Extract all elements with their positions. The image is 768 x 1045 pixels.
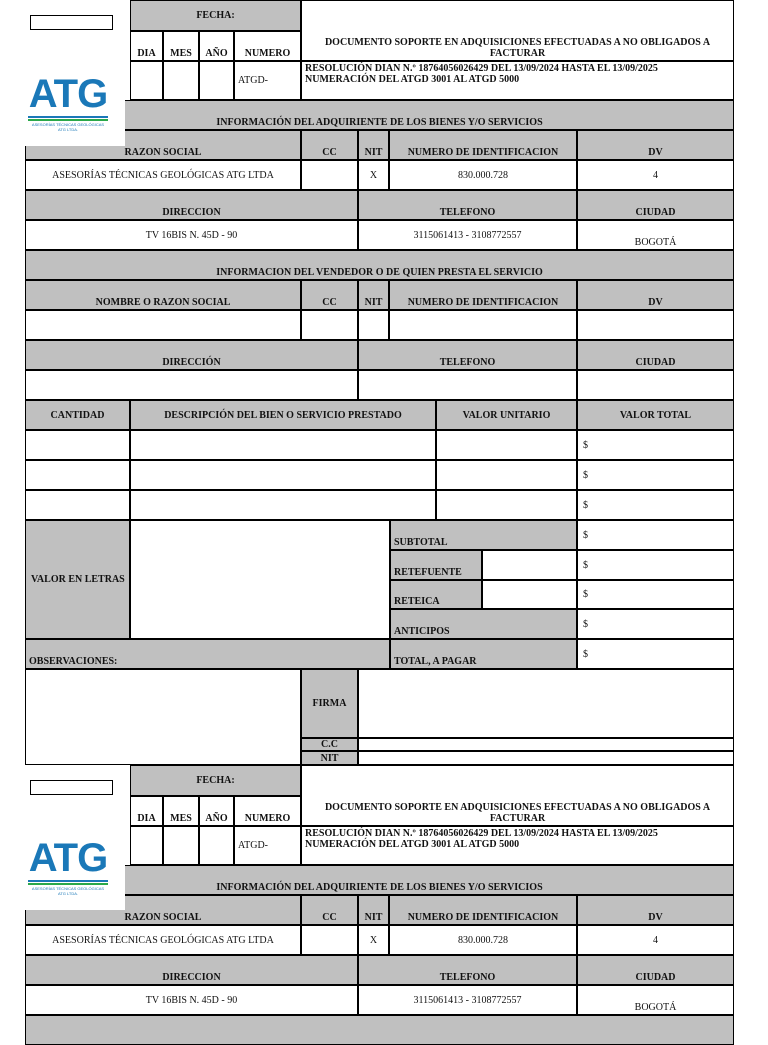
copy2-mes-value[interactable]	[163, 826, 199, 865]
valor-unitario-header-text: VALOR UNITARIO	[462, 409, 551, 421]
item-valor-total-1[interactable]	[577, 430, 734, 460]
item-descripcion-input-2[interactable]	[130, 460, 436, 490]
resolucion-box	[301, 61, 734, 100]
telefono-label-text: TELEFONO	[439, 207, 496, 218]
mes-value[interactable]	[163, 61, 199, 100]
dia-header-text: DIA	[137, 48, 156, 59]
vendedor-telefono-input[interactable]	[358, 370, 577, 400]
copy2-num-id-value-text: 830.000.728	[458, 934, 508, 946]
adquiriente-title-text: INFORMACIÓN DEL ADQUIRIENTE DE LOS BIENES Y/O SERVICIOS	[216, 117, 543, 128]
total-value-3[interactable]	[577, 580, 734, 609]
vendedor-ciudad-label-text: CIUDAD	[635, 357, 676, 368]
razon-social-value	[25, 160, 301, 190]
anio-value[interactable]	[199, 61, 234, 100]
numero-value[interactable]	[234, 61, 301, 100]
subtotal-label	[390, 520, 577, 550]
total-pagar-label	[390, 639, 577, 669]
vendedor-dv-label-text: DV	[648, 297, 663, 308]
logo-tagline-2: ATG LTDA.	[57, 891, 79, 896]
firma-nit-label-text: NIT	[320, 752, 339, 764]
vendedor-dv-input[interactable]	[577, 310, 734, 340]
copy2-direccion-value-text: TV 16BIS N. 45D - 90	[145, 994, 238, 1006]
vendedor-dv-label	[577, 280, 734, 310]
valor-letras-label-text: VALOR EN LETRAS	[31, 574, 125, 585]
observaciones-input[interactable]	[25, 669, 301, 765]
item-valor-total-2-text: $	[583, 469, 588, 481]
ciudad-label-text: CIUDAD	[635, 207, 676, 218]
total-value-5-text: $	[583, 648, 588, 660]
logo-line-blue	[28, 116, 108, 118]
subtotal-label-text: SUBTOTAL	[394, 537, 448, 548]
telefono-value	[358, 220, 577, 250]
cc-label-text: CC	[322, 147, 337, 158]
copy2-cc-label-text: CC	[322, 912, 337, 923]
copy2-anio-value[interactable]	[199, 826, 234, 865]
firma-label	[301, 669, 358, 738]
copy2-adquiriente-title	[25, 865, 734, 895]
firma-label-text: FIRMA	[312, 698, 347, 709]
item-descripcion-input-1[interactable]	[130, 430, 436, 460]
nit-label-text: NIT	[364, 147, 383, 158]
valor-unitario-header	[436, 400, 577, 430]
fecha-label-text: FECHA:	[196, 10, 235, 21]
descripcion-header	[130, 400, 436, 430]
cantidad-header	[25, 400, 130, 430]
cc-label	[301, 130, 358, 160]
fecha-input-box[interactable]	[30, 15, 113, 30]
retefuente-label	[390, 550, 482, 580]
copy2-num-id-value	[389, 925, 577, 955]
copy2-dia-header-text: DIA	[137, 813, 156, 824]
copy2-nit-value-text: X	[369, 934, 378, 946]
copy2-ciudad-label-text: CIUDAD	[635, 972, 676, 983]
observaciones-label	[25, 639, 390, 669]
copy2-ciudad-value	[577, 985, 734, 1015]
vendedor-ciudad-input[interactable]	[577, 370, 734, 400]
dv-label-text: DV	[648, 147, 663, 158]
item-valor-unitario-input-1[interactable]	[436, 430, 577, 460]
fecha-label	[130, 0, 301, 31]
vendedor-title	[25, 250, 734, 280]
copy2-dv-value-text: 4	[653, 934, 658, 946]
firma-signature-area[interactable]	[358, 669, 734, 738]
vendedor-cc-input[interactable]	[301, 310, 358, 340]
vendedor-nombre-label-text: NOMBRE O RAZON SOCIAL	[95, 297, 231, 308]
nit-label	[358, 130, 389, 160]
vendedor-num-id-input[interactable]	[389, 310, 577, 340]
anticipos-label-text: ANTICIPOS	[394, 626, 450, 637]
total-value-3-text: $	[583, 589, 588, 600]
total-value-4[interactable]	[577, 609, 734, 639]
document-title	[301, 0, 734, 61]
total-value-2[interactable]	[577, 550, 734, 580]
copy2-telefono-label-text: TELEFONO	[439, 972, 496, 983]
copy2-document-title-text: DOCUMENTO SOPORTE EN ADQUISICIONES EFECTUADAS A NO OBLIGADOS A FACTURAR	[324, 802, 711, 824]
anio-header-text: AÑO	[205, 48, 228, 59]
copy2-razon-social-value	[25, 925, 301, 955]
ciudad-value-text: BOGOTÁ	[634, 237, 677, 248]
descripcion-header-text: DESCRIPCIÓN DEL BIEN O SERVICIO PRESTADO	[164, 409, 402, 421]
dv-label	[577, 130, 734, 160]
copy2-fecha-input-box[interactable]	[30, 780, 113, 795]
valor-total-header	[577, 400, 734, 430]
firma-nit-input[interactable]	[358, 751, 734, 765]
firma-nit-label	[301, 751, 358, 765]
cantidad-header-text: CANTIDAD	[50, 409, 105, 421]
vendedor-num-id-label-text: NUMERO DE IDENTIFICACION	[407, 297, 559, 308]
valor-letras-input[interactable]	[130, 520, 390, 639]
copy2-numero-value[interactable]	[234, 826, 301, 865]
copy2-nit-label	[358, 895, 389, 925]
item-valor-unitario-input-3[interactable]	[436, 490, 577, 520]
logo-wordmark: ATG	[28, 72, 108, 116]
copy2-direccion-value	[25, 985, 358, 1015]
copy2-ciudad-value-text: BOGOTÁ	[634, 1002, 677, 1013]
copy2-adquiriente-title-text: INFORMACIÓN DEL ADQUIRIENTE DE LOS BIENES Y/O SERVICIOS	[216, 882, 543, 893]
atg-logo	[25, 60, 125, 146]
dia-value[interactable]	[130, 61, 163, 100]
vendedor-cc-label-text: CC	[322, 297, 337, 308]
vendedor-num-id-label	[389, 280, 577, 310]
copy2-dv-value	[577, 925, 734, 955]
ciudad-value	[577, 220, 734, 250]
copy2-razon-social-value-text: ASESORÍAS TÉCNICAS GEOLÓGICAS ATG LTDA	[52, 934, 274, 946]
vendedor-nit-label-text: NIT	[364, 297, 383, 308]
copy2-dv-label	[577, 895, 734, 925]
dv-value	[577, 160, 734, 190]
resolucion-text: RESOLUCIÓN DIAN N.º 18764056026429 DEL 13/09/2024 HASTA EL 13/09/2025	[305, 63, 658, 74]
copy2-resolucion-box	[301, 826, 734, 865]
copy2-num-id-label-text: NUMERO DE IDENTIFICACION	[407, 912, 559, 923]
vendedor-telefono-label-text: TELEFONO	[439, 357, 496, 368]
copy2-dv-label-text: DV	[648, 912, 663, 923]
numero-header-text: NUMERO	[244, 48, 291, 59]
copy2-vendedor-title-partial	[25, 1015, 734, 1045]
copy2-nit-label-text: NIT	[364, 912, 383, 923]
copy2-numero-header-text: NUMERO	[244, 813, 291, 824]
total-value-4-text: $	[583, 618, 588, 630]
vendedor-nit-input[interactable]	[358, 310, 389, 340]
numero-header	[234, 31, 301, 61]
telefono-value-text: 3115061413 - 3108772557	[413, 229, 522, 241]
item-valor-total-3[interactable]	[577, 490, 734, 520]
direccion-value	[25, 220, 358, 250]
vendedor-direccion-input[interactable]	[25, 370, 358, 400]
reteica-label-text: RETEICA	[394, 596, 440, 607]
observaciones-label-text: OBSERVACIONES:	[29, 656, 118, 667]
anticipos-label	[390, 609, 577, 639]
logo-tagline-2: ATG LTDA.	[57, 127, 79, 132]
reteica-label	[390, 580, 482, 609]
vendedor-telefono-label	[358, 340, 577, 370]
direccion-label	[25, 190, 358, 220]
numeracion-text: NUMERACIÓN DEL ATGD 3001 AL ATGD 5000	[305, 839, 520, 850]
num-id-label-text: NUMERO DE IDENTIFICACION	[407, 147, 559, 158]
resolucion-text: RESOLUCIÓN DIAN N.º 18764056026429 DEL 13/09/2024 HASTA EL 13/09/2025	[305, 828, 658, 839]
item-cantidad-input-2[interactable]	[25, 460, 130, 490]
logo-line-blue	[28, 880, 108, 882]
dv-value-text: 4	[653, 169, 658, 181]
copy2-mes-header	[163, 796, 199, 826]
item-cantidad-input-1[interactable]	[25, 430, 130, 460]
item-valor-unitario-input-2[interactable]	[436, 460, 577, 490]
nit-value-text: X	[369, 169, 378, 181]
copy2-anio-header	[199, 796, 234, 826]
retefuente-input[interactable]	[482, 550, 577, 580]
telefono-label	[358, 190, 577, 220]
vendedor-nombre-label	[25, 280, 301, 310]
copy2-anio-header-text: AÑO	[205, 813, 228, 824]
vendedor-nombre-input[interactable]	[25, 310, 301, 340]
valor-letras-label	[25, 520, 130, 639]
copy2-ciudad-label	[577, 955, 734, 985]
logo-tagline: ASESORÍAS TÉCNICAS GEOLÓGICAS	[31, 122, 105, 127]
copy2-fecha-label	[130, 765, 301, 796]
total-value-5[interactable]	[577, 639, 734, 669]
vendedor-direccion-label	[25, 340, 358, 370]
total-pagar-label-text: TOTAL, A PAGAR	[394, 656, 477, 667]
vendedor-direccion-label-text: DIRECCIÓN	[162, 357, 221, 368]
logo-tagline: ASESORÍAS TÉCNICAS GEOLÓGICAS	[31, 886, 105, 891]
vendedor-title-text: INFORMACION DEL VENDEDOR O DE QUIEN PRESTA EL SERVICIO	[216, 267, 543, 278]
copy2-razon-social-label-text: RAZON SOCIAL	[124, 912, 202, 923]
copy2-numero-header	[234, 796, 301, 826]
ciudad-label	[577, 190, 734, 220]
copy2-num-id-label	[389, 895, 577, 925]
copy2-fecha-label-text: FECHA:	[196, 775, 235, 786]
vendedor-nit-label	[358, 280, 389, 310]
adquiriente-title	[25, 100, 734, 130]
copy2-telefono-value	[358, 985, 577, 1015]
document-title-text: DOCUMENTO SOPORTE EN ADQUISICIONES EFECTUADAS A NO OBLIGADOS A FACTURAR	[324, 37, 711, 59]
vendedor-ciudad-label	[577, 340, 734, 370]
firma-cc-label-text: C.C	[321, 739, 338, 750]
copy2-telefono-value-text: 3115061413 - 3108772557	[413, 994, 522, 1006]
razon-social-value-text: ASESORÍAS TÉCNICAS GEOLÓGICAS ATG LTDA	[52, 169, 274, 181]
copy2-cc-label	[301, 895, 358, 925]
firma-cc-input[interactable]	[358, 738, 734, 751]
item-valor-total-3-text: $	[583, 499, 588, 511]
copy2-dia-value[interactable]	[130, 826, 163, 865]
logo-line-green	[28, 883, 108, 885]
num-id-value	[389, 160, 577, 190]
mes-header-text: MES	[170, 48, 192, 59]
reteica-input[interactable]	[482, 580, 577, 609]
total-value-2-text: $	[583, 559, 588, 571]
copy2-direccion-label-text: DIRECCION	[162, 972, 221, 983]
retefuente-label-text: RETEFUENTE	[394, 567, 462, 578]
copy2-mes-header-text: MES	[170, 813, 192, 824]
copy2-document-title	[301, 765, 734, 826]
total-value-1-text: $	[583, 529, 588, 541]
vendedor-cc-label	[301, 280, 358, 310]
numeracion-text: NUMERACIÓN DEL ATGD 3001 AL ATGD 5000	[305, 74, 520, 85]
copy2-direccion-label	[25, 955, 358, 985]
cc-value[interactable]	[301, 160, 358, 190]
num-id-label	[389, 130, 577, 160]
mes-header	[163, 31, 199, 61]
copy2-dia-header	[130, 796, 163, 826]
direccion-value-text: TV 16BIS N. 45D - 90	[145, 229, 238, 241]
anio-header	[199, 31, 234, 61]
logo-line-green	[28, 119, 108, 121]
valor-total-header-text: VALOR TOTAL	[619, 409, 692, 421]
direccion-label-text: DIRECCION	[162, 207, 221, 218]
dia-header	[130, 31, 163, 61]
total-value-1[interactable]	[577, 520, 734, 550]
copy2-atg-logo	[25, 824, 125, 910]
item-descripcion-input-3[interactable]	[130, 490, 436, 520]
firma-cc-label	[301, 738, 358, 751]
logo-wordmark: ATG	[28, 836, 108, 880]
razon-social-label-text: RAZON SOCIAL	[124, 147, 202, 158]
item-valor-total-1-text: $	[583, 439, 588, 451]
num-id-value-text: 830.000.728	[458, 169, 508, 181]
nit-value	[358, 160, 389, 190]
copy2-telefono-label	[358, 955, 577, 985]
copy2-numero-value-text: ATGD-	[238, 840, 268, 851]
copy2-nit-value	[358, 925, 389, 955]
numero-value-text: ATGD-	[238, 75, 268, 86]
item-cantidad-input-3[interactable]	[25, 490, 130, 520]
copy2-cc-value[interactable]	[301, 925, 358, 955]
item-valor-total-2[interactable]	[577, 460, 734, 490]
